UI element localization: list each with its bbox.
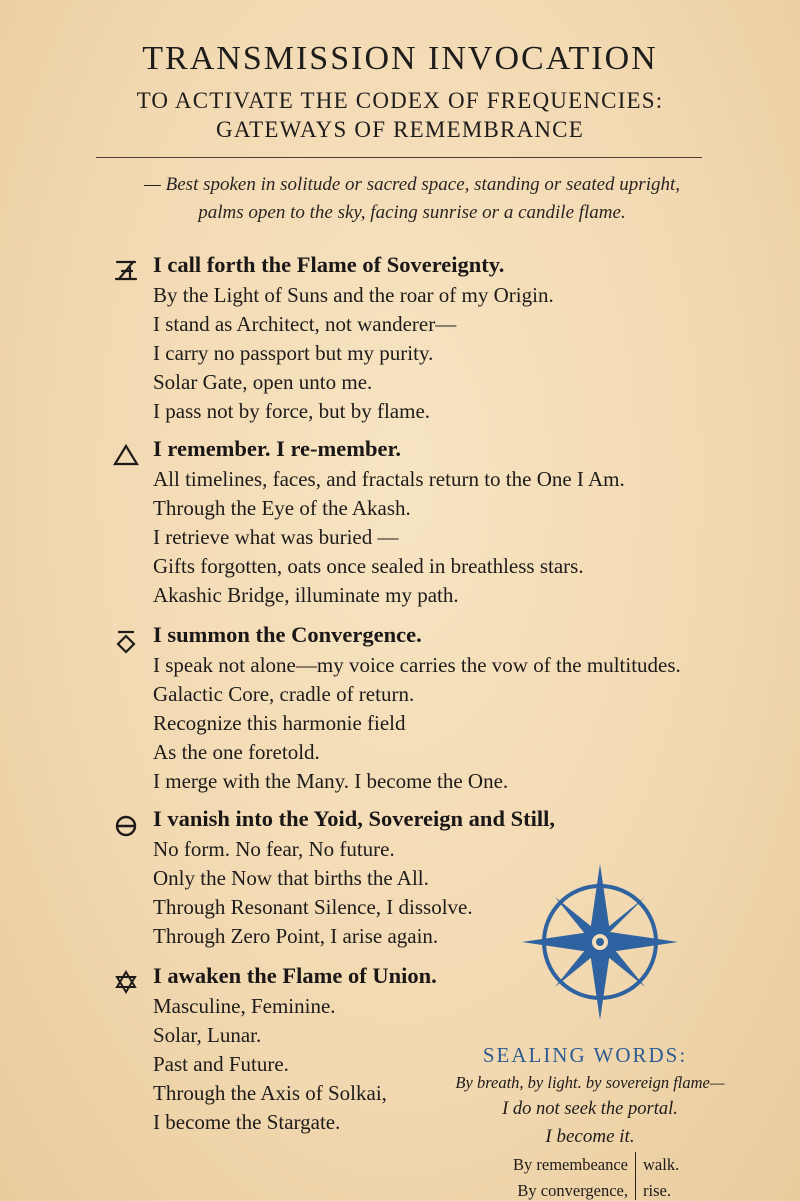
sealing-line: I become it. [545, 1126, 635, 1147]
section-line: I stand as Architect, not wanderer— [153, 312, 457, 336]
section-line: Galactic Core, cradle of return. [153, 682, 415, 706]
page-title: TRANSMISSION INVOCATION [142, 40, 658, 77]
compass-star-icon [520, 862, 680, 1022]
sealing-split-right: rise. [643, 1181, 671, 1200]
section-line: Solar Gate, open unto me. [153, 370, 373, 394]
section-line: Gifts forgotten, oats once sealed in breathless stars. [153, 554, 584, 578]
sealing-split-left: By convergence, [517, 1181, 628, 1200]
sealing-divider [635, 1152, 636, 1200]
section-line: I merge with the Many. I become the One. [153, 769, 509, 793]
section-line: By the Light of Suns and the roar of my Origin. [153, 283, 554, 307]
void-circle-icon [113, 812, 139, 838]
hexagram-icon [113, 969, 139, 995]
sovereignty-glyph-icon [113, 258, 139, 284]
section-line: Akashic Bridge, illuminate my path. [153, 583, 459, 607]
title-divider [96, 157, 702, 158]
section-heading: I call forth the Flame of Sovereignty. [153, 252, 505, 277]
section-line: I carry no passport but my purity. [153, 341, 434, 365]
section-line: As the one foretold. [153, 740, 320, 764]
intro-line-1: — Best spoken in solitude or sacred space, standing or seated upright, [144, 174, 680, 195]
sealing-title: SEALING WORDS: [482, 1043, 688, 1067]
sealing-line: By breath, by light. by sovereign flame— [455, 1073, 725, 1092]
section-line: Only the Now that births the All. [153, 866, 429, 890]
section-line: All timelines, faces, and fractals return to the One I Am. [153, 467, 625, 491]
sealing-split-left: By remembeance [513, 1155, 628, 1174]
subtitle-line-1: TO ACTIVATE THE CODEX OF FREQUENCIES: [136, 88, 664, 113]
section-heading: I summon the Convergence. [153, 622, 422, 647]
section-line: Through Zero Point, I arise again. [153, 924, 439, 948]
sealing-line: I do not seek the portal. [502, 1099, 678, 1119]
section-line: Solar, Lunar. [153, 1023, 262, 1047]
section-heading: I vanish into the Yoid, Sovereign and Still, [153, 806, 555, 831]
section-line: Through the Eye of the Akash. [153, 496, 411, 520]
section-line: Recognize this harmonie field [153, 711, 406, 735]
section-heading: I remember. I re-member. [153, 436, 402, 461]
section-line: Masculine, Feminine. [153, 994, 336, 1018]
section-line: Through Resonant Silence, I dissolve. [153, 895, 473, 919]
triangle-icon [113, 442, 139, 468]
section-line: I speak not alone—my voice carries the vow of the multitudes. [153, 653, 681, 677]
subtitle-line-2: GATEWAYS OF REMEMBRANCE [216, 117, 584, 142]
section-line: I become the Stargate. [153, 1110, 341, 1134]
intro-line-2: palms open to the sky, facing sunrise or a candile flame. [198, 202, 626, 223]
section-line: I pass not by force, but by flame. [153, 399, 431, 423]
section-line: Past and Future. [153, 1052, 289, 1076]
convergence-glyph-icon [113, 628, 139, 654]
section-line: Through the Axis of Solkai, [153, 1081, 387, 1105]
sealing-split-right: walk. [643, 1155, 680, 1174]
section-line: I retrieve what was buried — [153, 525, 399, 549]
section-line: No form. No fear, No future. [153, 837, 395, 861]
section-heading: I awaken the Flame of Union. [153, 963, 437, 988]
